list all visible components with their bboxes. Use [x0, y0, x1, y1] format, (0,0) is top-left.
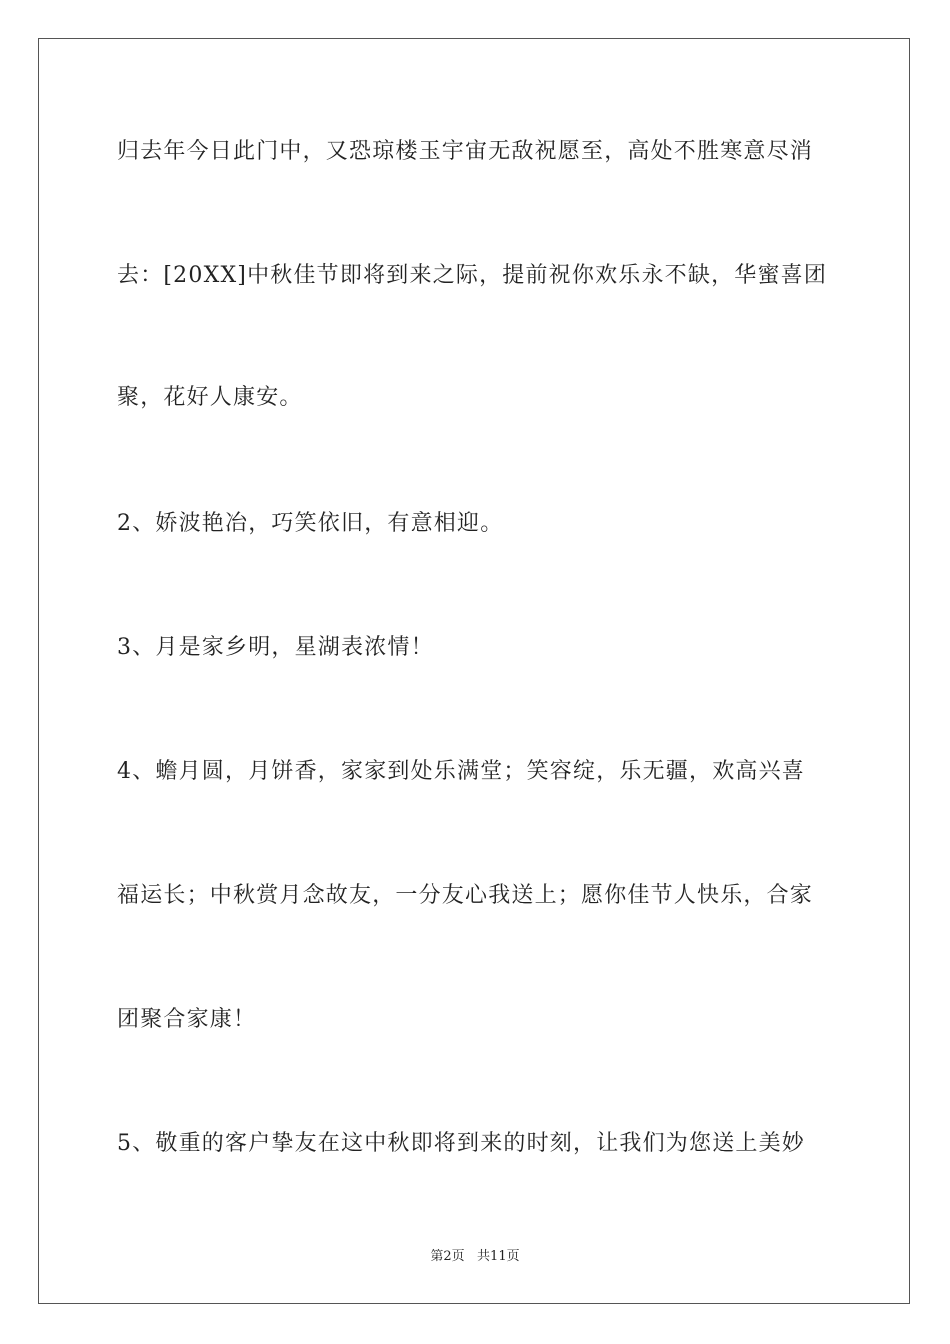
text-line-4: 2、娇波艳冶，巧笑依旧，有意相迎。: [117, 511, 504, 536]
text-line-1: 归去年今日此门中，又恐琼楼玉宇宙无敌祝愿至，高处不胜寒意尽消: [117, 139, 814, 164]
text-line-3: 聚，花好人康安。: [117, 385, 303, 410]
page-border: [38, 38, 910, 1304]
text-line-2: 去：[20XX]中秋佳节即将到来之际，提前祝你欢乐永不缺，华蜜喜团: [117, 263, 828, 288]
page-number-footer: 第2页 共11页: [430, 1249, 520, 1264]
text-line-5: 3、月是家乡明，星湖表浓情！: [117, 635, 434, 660]
text-line-6: 4、蟾月圆，月饼香，家家到处乐满堂；笑容绽，乐无疆，欢高兴喜: [117, 759, 805, 784]
text-line-9: 5、敬重的客户挚友在这中秋即将到来的时刻，让我们为您送上美妙: [117, 1131, 805, 1156]
text-line-8: 团聚合家康！: [117, 1007, 257, 1032]
text-line-7: 福运长；中秋赏月念故友，一分友心我送上；愿你佳节人快乐，合家: [117, 883, 814, 908]
